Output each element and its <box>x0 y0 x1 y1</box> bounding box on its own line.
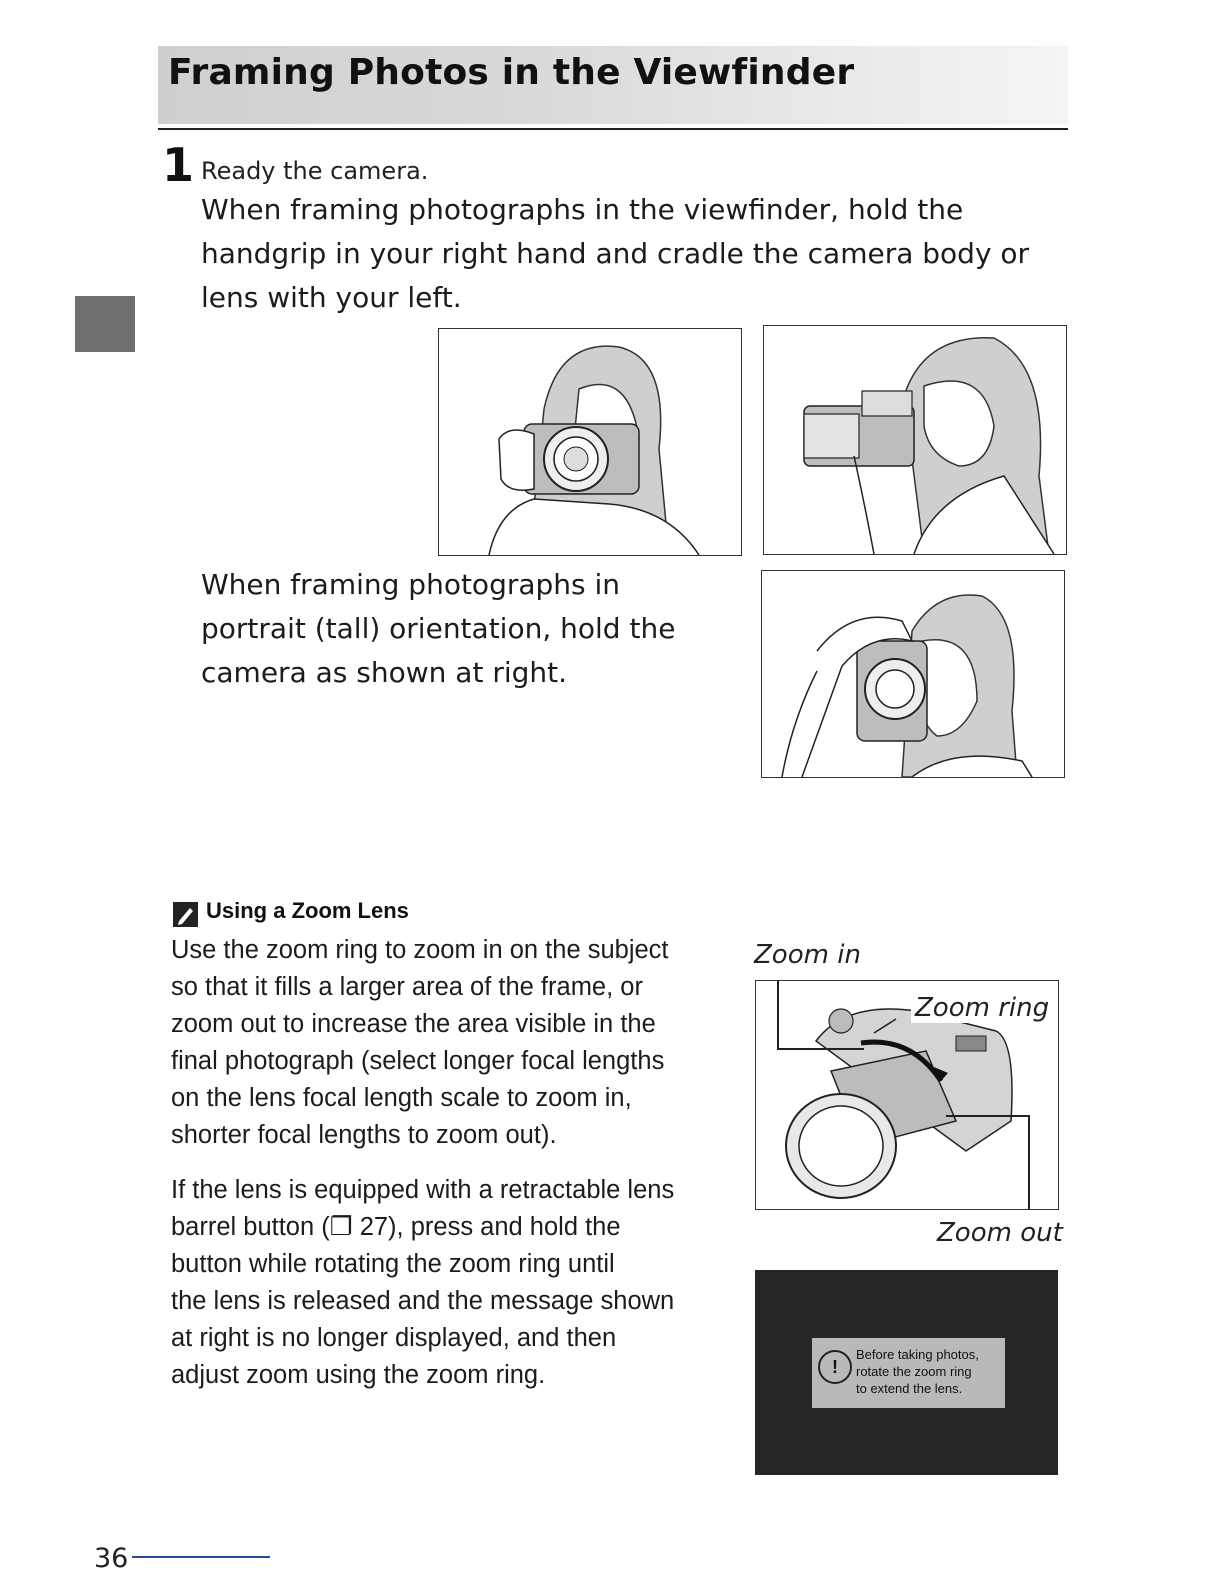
zoom-out-label: Zoom out <box>937 1218 1063 1248</box>
lcd-message-line: rotate the zoom ring <box>856 1364 972 1379</box>
side-hold-illustration <box>763 325 1067 555</box>
page-number: 36 <box>94 1543 129 1574</box>
portrait-hold-illustration <box>761 570 1065 778</box>
front-hold-illustration <box>438 328 742 556</box>
zoom-ring-label: Zoom ring <box>911 993 1053 1023</box>
note-line: on the lens focal length scale to zoom in, <box>171 1084 632 1112</box>
portrait-line: camera as shown at right. <box>201 656 568 689</box>
note-title: Using a Zoom Lens <box>206 898 409 923</box>
lcd-message-line: Before taking photos, <box>856 1347 979 1362</box>
portrait-instructions <box>201 563 675 695</box>
portrait-line: When framing photographs in <box>201 568 621 601</box>
lcd-message-line: to extend the lens. <box>856 1381 963 1396</box>
step-number: 1 <box>162 138 195 192</box>
note-line: the lens is released and the message shown <box>171 1287 675 1315</box>
title-underline <box>158 128 1068 130</box>
warning-icon: ! <box>818 1350 852 1384</box>
note-line: Use the zoom ring to zoom in on the subject <box>171 936 669 964</box>
page-title: Framing Photos in the Viewfinder <box>168 52 855 93</box>
note-line: final photograph (select longer focal lengths <box>171 1047 665 1075</box>
note-paragraph-1 <box>171 932 669 1154</box>
note-line: button while rotating the zoom ring until <box>171 1250 615 1278</box>
section-tab-marker <box>75 296 135 352</box>
page-number-underline <box>132 1556 270 1558</box>
pencil-note-icon <box>173 902 198 927</box>
step-body-line: handgrip in your right hand and cradle the camera body or <box>201 237 1030 270</box>
note-line: zoom out to increase the area visible in the <box>171 1010 656 1038</box>
note-paragraph-2 <box>171 1172 674 1394</box>
step-body-line: lens with your left. <box>201 281 462 314</box>
zoom-in-label: Zoom in <box>754 940 861 970</box>
note-line: shorter focal lengths to zoom out). <box>171 1121 557 1149</box>
lcd-warning-message <box>812 1338 1005 1408</box>
note-line: barrel button (❐ 27), press and hold the <box>171 1213 621 1241</box>
note-line: adjust zoom using the zoom ring. <box>171 1361 546 1389</box>
step-body-line: When framing photographs in the viewfinder, hold the <box>201 193 964 226</box>
step-title: Ready the camera. <box>201 157 429 185</box>
note-line: at right is no longer displayed, and then <box>171 1324 617 1352</box>
portrait-line: portrait (tall) orientation, hold the <box>201 612 676 645</box>
note-line: so that it fills a larger area of the frame, or <box>171 973 643 1001</box>
note-line: If the lens is equipped with a retractable lens <box>171 1176 675 1204</box>
step-body <box>201 188 1029 320</box>
